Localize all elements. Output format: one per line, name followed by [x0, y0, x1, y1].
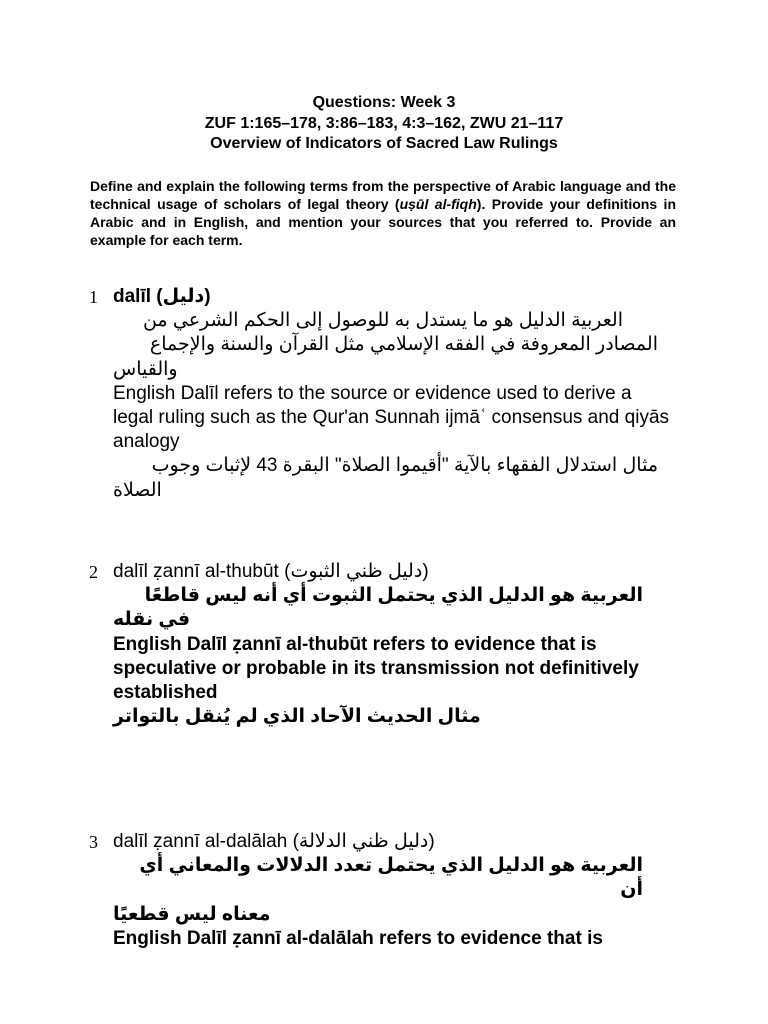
arabic-definition-line: العربية هو الدليل الذي يحتمل الثبوت أي أنه ليس قاطعًا: [144, 585, 643, 607]
term-title: dalīl ẓannī al-thubūt (دليل ظني الثبوت): [113, 561, 429, 582]
term-body: [113, 285, 673, 503]
instructions-term: uṣūl al-fiqh: [399, 196, 477, 212]
document-header: [0, 93, 768, 155]
term-title: dalīl (دليل): [113, 286, 211, 307]
term-title: dalīl ẓannī al-dalālah (دليل ظني الدلالة): [113, 831, 435, 852]
arabic-definition-line: العربية هو الدليل الذي يحتمل تعدد الدلالات والمعاني أي أن: [139, 855, 643, 901]
term-body: [113, 560, 673, 729]
instructions-text-start: Define and explain the following terms from the perspective of Arabic language and the technical usage of scholars of legal theory (: [90, 178, 676, 212]
arabic-definition-line: والقياس: [113, 358, 178, 380]
term-number: 2: [89, 562, 98, 582]
example-line: الصلاة: [113, 479, 162, 501]
term-body: [113, 830, 673, 951]
header-title: Questions: Week 3: [312, 94, 456, 111]
english-definition: English Dalīl ẓannī al-dalālah refers to evidence that is: [113, 927, 603, 949]
english-definition: English Dalīl refers to the source or evidence used to derive a legal ruling such as the Qur'an Sunnah ijmāʿ consensus and qiyās analogy: [113, 382, 670, 453]
header-subtitle: Overview of Indicators of Sacred Law Rulings: [210, 135, 558, 152]
header-readings: ZUF 1:165–178, 3:86–183, 4:3–162, ZWU 21–117: [204, 114, 564, 132]
term-number: 3: [89, 832, 98, 852]
instructions-text-end: ). Provide your definitions in Arabic and in English, and mention your sources that you referred to. Provide an example for each term.: [90, 196, 676, 248]
example-line: مثال الحديث الآحاد الذي لم يُنقل بالتواتر: [113, 706, 481, 728]
arabic-definition-line: المصادر المعروفة في الفقه الإسلامي مثل القرآن والسنة والإجماع: [149, 334, 658, 356]
arabic-definition-line: معناه ليس قطعيًا: [113, 903, 271, 925]
term-number: 1: [89, 287, 98, 307]
arabic-definition-line: في نقله: [113, 609, 191, 631]
example-line: مثال استدلال الفقهاء بالآية "أقيموا الصلاة" البقرة 43 لإثبات وجوب: [151, 455, 658, 477]
arabic-definition-line: العربية الدليل هو ما يستدل به للوصول إلى الحكم الشرعي من: [142, 310, 623, 332]
english-definition: English Dalīl ẓannī al-thubūt refers to evidence that is speculative or probable in its transmission not definitively established: [113, 633, 639, 704]
instructions-paragraph: [90, 177, 676, 249]
